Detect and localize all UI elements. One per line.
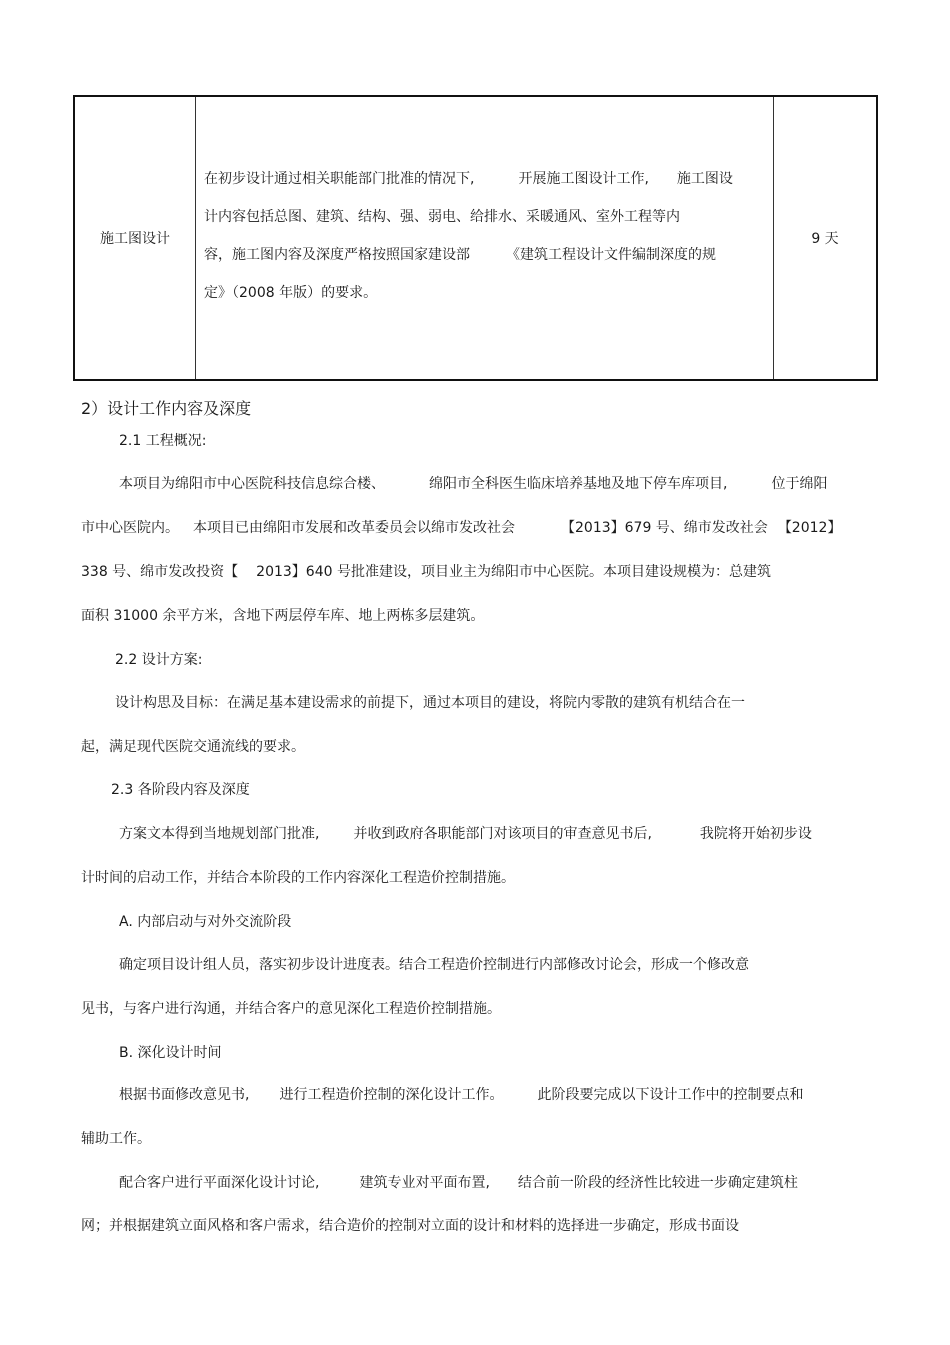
- subsection-heading-2-1: 2.1 工程概况:: [119, 433, 207, 449]
- paragraph-line: 配合客户进行平面深化设计讨论, 建筑专业对平面布置, 结合前一阶段的经济性比较进一步确定建筑柱: [119, 1175, 798, 1191]
- stage-b-heading: B. 深化设计时间: [119, 1045, 222, 1061]
- stage-a-heading: A. 内部启动与对外交流阶段: [119, 914, 292, 930]
- section-title: 2）设计工作内容及深度: [81, 399, 252, 418]
- phase-name-cell: [75, 97, 196, 379]
- paragraph-line: 338 号、绵市发改投资【 2013】640 号批准建设，项目业主为绵阳市中心医院。本项目建设规模为：总建筑: [81, 564, 771, 580]
- description-line: 在初步设计通过相关职能部门批准的情况下, 开展施工图设计工作, 施工图设: [204, 171, 733, 187]
- description-line: 定》（2008 年版）的要求。: [204, 285, 378, 301]
- duration: 9 天: [811, 231, 839, 247]
- phase-table: [73, 95, 878, 381]
- paragraph-line: 本项目为绵阳市中心医院科技信息综合楼、 绵阳市全科医生临床培养基地及地下停车库项目, 位于绵阳: [119, 476, 828, 492]
- subsection-heading-2-3: 2.3 各阶段内容及深度: [111, 782, 250, 798]
- description-line: 容，施工图内容及深度严格按照国家建设部 《建筑工程设计文件编制深度的规: [204, 247, 716, 263]
- phase-description-cell: [196, 97, 774, 379]
- paragraph-line: 设计构思及目标：在满足基本建设需求的前提下，通过本项目的建设，将院内零散的建筑有机结合在一: [115, 695, 745, 711]
- paragraph-line: 起，满足现代医院交通流线的要求。: [81, 739, 305, 755]
- paragraph-line: 根据书面修改意见书, 进行工程造价控制的深化设计工作。 此阶段要完成以下设计工作中的控制要点和: [119, 1087, 804, 1103]
- description-line: 计内容包括总图、建筑、结构、强、弱电、给排水、采暖通风、室外工程等内: [204, 209, 680, 225]
- paragraph-line: 网；并根据建筑立面风格和客户需求，结合造价的控制对立面的设计和材料的选择进一步确定，形成书面设: [81, 1218, 739, 1234]
- paragraph-line: 辅助工作。: [81, 1131, 151, 1147]
- paragraph-line: 市中心医院内。 本项目已由绵阳市发展和改革委员会以绵市发改社会 【2013】679 号、绵市发改社会 【2012】: [81, 520, 842, 536]
- paragraph-line: 确定项目设计组人员，落实初步设计进度表。结合工程造价控制进行内部修改讨论会，形成一个修改意: [119, 957, 749, 973]
- phase-name: 施工图设计: [100, 231, 170, 247]
- paragraph-line: 方案文本得到当地规划部门批准, 并收到政府各职能部门对该项目的审查意见书后, 我院将开始初步设: [119, 826, 812, 842]
- subsection-heading-2-2: 2.2 设计方案:: [115, 652, 203, 668]
- paragraph-line: 见书，与客户进行沟通，并结合客户的意见深化工程造价控制措施。: [81, 1001, 501, 1017]
- paragraph-line: 面积 31000 余平方米，含地下两层停车库、地上两栋多层建筑。: [81, 608, 485, 624]
- duration-cell: [774, 97, 876, 379]
- paragraph-line: 计时间的启动工作，并结合本阶段的工作内容深化工程造价控制措施。: [81, 870, 515, 886]
